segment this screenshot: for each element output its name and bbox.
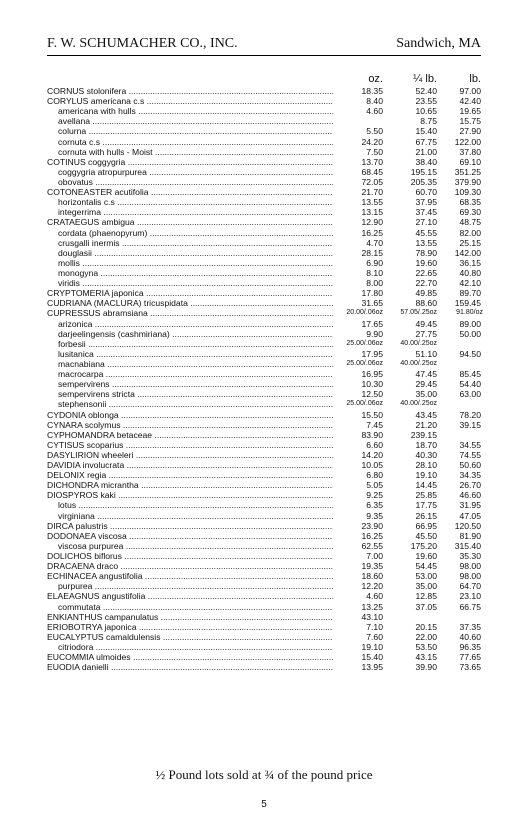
species-name: purpurea .....	[58, 581, 333, 591]
price-quarter-lb: 40.30	[415, 449, 437, 460]
price-quarter-lb: 23.55	[415, 96, 437, 107]
price-quarter-lb: 21.00	[415, 146, 437, 157]
price-oz: 19.10	[361, 642, 383, 653]
table-row	[47, 440, 481, 450]
species-name: DICHONDRA micrantha .....	[47, 480, 333, 490]
table-row	[47, 632, 481, 642]
species-name: EUODIA danielli .....	[47, 662, 333, 672]
species-name: DODONAEA viscosa .....	[47, 531, 333, 541]
price-lb: 19.65	[459, 106, 481, 117]
species-name: CYTISUS scoparius .....	[47, 440, 333, 450]
price-lb: 78.20	[459, 409, 481, 420]
price-lb: 120.50	[454, 520, 481, 531]
price-lb: 40.60	[459, 631, 481, 642]
price-lb: 48.75	[459, 217, 481, 228]
header-rule	[47, 55, 481, 56]
species-name: CYDONIA oblonga .....	[47, 410, 333, 420]
price-quarter-lb: 22.70	[415, 278, 437, 289]
price-lb: 31.95	[459, 500, 481, 511]
price-oz: 6.80	[366, 470, 383, 481]
species-name: DELONIX regia .....	[47, 470, 333, 480]
table-row	[47, 319, 481, 329]
price-quarter-lb: 38.40	[415, 156, 437, 167]
price-oz: 9.25	[366, 490, 383, 501]
column-headers	[47, 73, 481, 87]
price-oz: 12.50	[361, 389, 383, 400]
price-oz: 5.50	[366, 126, 383, 137]
species-name: CYNARA scolymus .....	[47, 420, 333, 430]
price-lb: 34.55	[459, 439, 481, 450]
table-row	[47, 248, 481, 258]
species-name: monogyna .....	[58, 268, 333, 278]
price-lb: 23.10	[459, 591, 481, 602]
table-row	[47, 602, 481, 612]
price-lb: 36.15	[459, 257, 481, 268]
price-quarter-lb: 12.85	[415, 591, 437, 602]
price-oz: 4.60	[366, 591, 383, 602]
price-oz: 25.00/.06oz	[346, 339, 383, 347]
price-lb: 82.00	[459, 227, 481, 238]
table-row	[47, 238, 481, 248]
price-oz: 18.60	[361, 571, 383, 582]
price-oz: 25.00/.06oz	[346, 400, 383, 408]
species-name: macnabiana .....	[58, 359, 333, 369]
table-row	[47, 591, 481, 601]
price-quarter-lb: 39.90	[415, 662, 437, 673]
price-oz: 10.05	[361, 460, 383, 471]
price-oz: 6.35	[366, 500, 383, 511]
species-name: DIRCA palustris .....	[47, 521, 333, 531]
table-row	[47, 490, 481, 500]
price-oz: 9.35	[366, 510, 383, 521]
price-oz: 24.20	[361, 136, 383, 147]
price-quarter-lb: 49.45	[415, 318, 437, 329]
species-name: viridis .....	[58, 278, 333, 288]
price-lb: 122.00	[454, 136, 481, 147]
table-row	[47, 228, 481, 238]
price-quarter-lb: 45.50	[415, 530, 437, 541]
price-lb: 37.80	[459, 146, 481, 157]
price-oz: 21.70	[361, 187, 383, 198]
table-row	[47, 642, 481, 652]
price-oz: 13.70	[361, 156, 383, 167]
species-name: ERIOBOTRYA japonica .....	[47, 622, 333, 632]
table-row	[47, 339, 481, 349]
price-lb: 25.15	[459, 237, 481, 248]
price-lb: 39.15	[459, 419, 481, 430]
price-oz: 8.10	[366, 267, 383, 278]
price-quarter-lb: 45.55	[415, 227, 437, 238]
price-lb: 50.60	[459, 460, 481, 471]
page-header	[47, 36, 481, 56]
price-quarter-lb: 25.85	[415, 490, 437, 501]
price-lb: 89.70	[459, 288, 481, 299]
table-row	[47, 187, 481, 197]
price-quarter-lb: 15.40	[415, 126, 437, 137]
table-row	[47, 329, 481, 339]
table-row	[47, 207, 481, 217]
price-quarter-lb: 28.10	[415, 460, 437, 471]
price-oz: 6.60	[366, 439, 383, 450]
price-oz: 19.35	[361, 561, 383, 572]
table-row	[47, 531, 481, 541]
price-lb: 351.25	[454, 166, 481, 177]
price-quarter-lb: 18.70	[415, 439, 437, 450]
table-row	[47, 581, 481, 591]
price-quarter-lb: 78.90	[415, 247, 437, 258]
price-lb: 98.00	[459, 571, 481, 582]
price-lb: 94.50	[459, 348, 481, 359]
price-quarter-lb: 47.45	[415, 369, 437, 380]
table-row	[47, 410, 481, 420]
table-row	[47, 298, 481, 308]
species-name: DIOSPYROS kaki .....	[47, 490, 333, 500]
price-quarter-lb: 19.10	[415, 470, 437, 481]
price-oz: 13.95	[361, 662, 383, 673]
price-oz: 83.90	[361, 429, 383, 440]
table-row	[47, 622, 481, 632]
species-name: CORYLUS americana c.s .....	[47, 96, 333, 106]
species-name: DASYLIRION wheeleri .....	[47, 450, 333, 460]
price-oz: 16.95	[361, 369, 383, 380]
price-oz: 16.25	[361, 530, 383, 541]
price-quarter-lb: 66.95	[415, 520, 437, 531]
price-quarter-lb: 49.85	[415, 288, 437, 299]
price-quarter-lb: 27.75	[415, 328, 437, 339]
table-row	[47, 268, 481, 278]
price-quarter-lb: 21.20	[415, 419, 437, 430]
price-lb: 96.35	[459, 642, 481, 653]
price-oz: 12.20	[361, 581, 383, 592]
price-quarter-lb: 29.45	[415, 379, 437, 390]
price-quarter-lb: 10.65	[415, 106, 437, 117]
species-name: horizontalis c.s .....	[58, 197, 333, 207]
table-row	[47, 652, 481, 662]
table-row	[47, 430, 481, 440]
species-name: CYPHOMANDRA betaceae .....	[47, 430, 333, 440]
price-lb: 64.70	[459, 581, 481, 592]
price-quarter-lb: 37.05	[415, 601, 437, 612]
table-row	[47, 167, 481, 177]
species-name: CRYPTOMERIA japonica .....	[47, 288, 333, 298]
price-quarter-lb: 35.00	[415, 389, 437, 400]
price-lb: 81.90	[459, 530, 481, 541]
price-oz: 28.15	[361, 247, 383, 258]
price-quarter-lb: 175.20	[410, 540, 437, 551]
price-lb: 42.10	[459, 278, 481, 289]
price-lb: 68.35	[459, 197, 481, 208]
price-oz: 17.95	[361, 348, 383, 359]
species-name: DOLICHOS biflorus .....	[47, 551, 333, 561]
species-name: obovatus .....	[58, 177, 333, 187]
price-oz: 72.05	[361, 176, 383, 187]
company-location: Sandwich, MA	[396, 36, 481, 51]
price-quarter-lb: 22.00	[415, 631, 437, 642]
price-lb: 73.65	[459, 662, 481, 673]
price-lb: 98.00	[459, 561, 481, 572]
species-name: arizonica .....	[58, 319, 333, 329]
price-lb: 35.30	[459, 551, 481, 562]
price-lb: 26.70	[459, 480, 481, 491]
table-row	[47, 278, 481, 288]
price-oz: 17.65	[361, 318, 383, 329]
species-name: CUDRIANA (MACLURA) tricuspidata .....	[47, 298, 333, 308]
price-lb: 40.80	[459, 267, 481, 278]
species-name: sempervirens stricta .....	[58, 389, 333, 399]
price-quarter-lb: 40.00/.25oz	[400, 339, 437, 347]
price-oz: 4.60	[366, 106, 383, 117]
species-name: citriodora .....	[58, 642, 333, 652]
table-row	[47, 450, 481, 460]
table-row	[47, 116, 481, 126]
species-name: mollis .....	[58, 258, 333, 268]
species-name: commutata .....	[58, 602, 333, 612]
price-oz: 7.45	[366, 419, 383, 430]
table-row	[47, 511, 481, 521]
species-name: EUCALYPTUS camaldulensis .....	[47, 632, 333, 642]
price-quarter-lb: 57.05/.25oz	[400, 309, 437, 317]
col-oz-header: oz.	[368, 73, 383, 85]
price-oz: 10.30	[361, 379, 383, 390]
species-name: forbesii .....	[58, 339, 333, 349]
table-row	[47, 147, 481, 157]
price-lb: 69.10	[459, 156, 481, 167]
price-lb: 142.00	[454, 247, 481, 258]
price-quarter-lb: 14.45	[415, 480, 437, 491]
price-oz: 7.00	[366, 551, 383, 562]
table-row	[47, 137, 481, 147]
price-oz: 6.90	[366, 257, 383, 268]
price-oz: 15.40	[361, 652, 383, 663]
price-quarter-lb: 40.00/.25oz	[400, 359, 437, 367]
price-quarter-lb: 17.75	[415, 500, 437, 511]
price-quarter-lb: 67.75	[415, 136, 437, 147]
price-lb: 69.30	[459, 207, 481, 218]
table-row	[47, 561, 481, 571]
price-lb: 63.00	[459, 389, 481, 400]
species-name: macrocarpa .....	[58, 369, 333, 379]
price-quarter-lb: 88.60	[415, 298, 437, 309]
species-name: CORNUS stolonifera .....	[47, 86, 333, 96]
table-row	[47, 258, 481, 268]
species-name: coggygria atropurpurea .....	[58, 167, 333, 177]
species-name: CUPRESSUS abramsiana .....	[47, 308, 333, 318]
price-oz: 31.65	[361, 298, 383, 309]
table-row	[47, 126, 481, 136]
price-oz: 15.50	[361, 409, 383, 420]
table-row	[47, 521, 481, 531]
table-row	[47, 500, 481, 510]
table-row	[47, 308, 481, 318]
price-oz: 4.70	[366, 237, 383, 248]
col-quarter-lb-header: ¼ lb.	[413, 73, 437, 85]
price-lb: 97.00	[459, 86, 481, 96]
table-row	[47, 177, 481, 187]
price-oz: 7.10	[366, 621, 383, 632]
species-name: ENKIANTHUS campanulatus .....	[47, 612, 333, 622]
price-lb: 74.55	[459, 449, 481, 460]
price-oz: 9.90	[366, 328, 383, 339]
species-name: avellana .....	[58, 116, 333, 126]
price-lb: 27.90	[459, 126, 481, 137]
price-lb: 42.40	[459, 96, 481, 107]
table-row	[47, 470, 481, 480]
price-list	[47, 86, 481, 672]
price-quarter-lb: 40.00/.25oz	[400, 400, 437, 408]
price-quarter-lb: 20.15	[415, 621, 437, 632]
price-quarter-lb: 53.50	[415, 642, 437, 653]
table-row	[47, 217, 481, 227]
price-oz: 62.55	[361, 540, 383, 551]
price-quarter-lb: 205.35	[410, 176, 437, 187]
price-oz: 13.55	[361, 197, 383, 208]
species-name: cornuta c.s .....	[58, 137, 333, 147]
price-oz: 68.45	[361, 166, 383, 177]
price-lb: 109.30	[454, 187, 481, 198]
price-quarter-lb: 54.45	[415, 561, 437, 572]
species-name: douglasii .....	[58, 248, 333, 258]
price-quarter-lb: 37.45	[415, 207, 437, 218]
species-name: lotus .....	[58, 500, 333, 510]
price-quarter-lb: 22.65	[415, 267, 437, 278]
price-lb: 159.45	[454, 298, 481, 309]
page-number: 5	[261, 799, 267, 810]
price-quarter-lb: 43.45	[415, 409, 437, 420]
price-oz: 16.25	[361, 227, 383, 238]
table-row	[47, 86, 481, 96]
company-name: F. W. SCHUMACHER CO., INC.	[47, 36, 238, 51]
table-row	[47, 359, 481, 369]
price-oz: 14.20	[361, 449, 383, 460]
col-lb-header: lb.	[469, 73, 481, 85]
table-row	[47, 389, 481, 399]
table-row	[47, 399, 481, 409]
price-lb: 54.40	[459, 379, 481, 390]
table-row	[47, 571, 481, 581]
species-name: COTONEASTER acutifolia .....	[47, 187, 333, 197]
price-quarter-lb: 37.95	[415, 197, 437, 208]
table-row	[47, 379, 481, 389]
species-name: cornuta with hulls - Moist .....	[58, 147, 333, 157]
price-quarter-lb: 19.60	[415, 257, 437, 268]
price-quarter-lb: 19.60	[415, 551, 437, 562]
species-name: cordata (phaenopyrum) .....	[58, 228, 333, 238]
price-lb: 37.35	[459, 621, 481, 632]
price-quarter-lb: 26.15	[415, 510, 437, 521]
price-oz: 7.50	[366, 146, 383, 157]
species-name: sempervirens .....	[58, 379, 333, 389]
price-oz: 13.15	[361, 207, 383, 218]
price-lb: 66.75	[459, 601, 481, 612]
table-row	[47, 106, 481, 116]
species-name: stephensonii .....	[58, 399, 333, 409]
price-oz: 8.40	[366, 96, 383, 107]
species-name: darjeelingensis (cashmiriana) .....	[58, 329, 333, 339]
price-quarter-lb: 52.40	[415, 86, 437, 96]
species-name: COTINUS coggygria .....	[47, 157, 333, 167]
price-oz: 43.10	[361, 611, 383, 622]
price-quarter-lb: 27.10	[415, 217, 437, 228]
table-row	[47, 420, 481, 430]
price-quarter-lb: 53.00	[415, 571, 437, 582]
price-lb: 77.65	[459, 652, 481, 663]
species-name: americana with hulls .....	[58, 106, 333, 116]
species-name: viscosa purpurea .....	[58, 541, 333, 551]
price-quarter-lb: 35.00	[415, 581, 437, 592]
species-name: crusgalli inermis .....	[58, 238, 333, 248]
price-lb: 50.00	[459, 328, 481, 339]
table-row	[47, 662, 481, 672]
table-row	[47, 541, 481, 551]
table-row	[47, 480, 481, 490]
price-oz: 18.35	[361, 86, 383, 96]
table-row	[47, 157, 481, 167]
price-oz: 13.25	[361, 601, 383, 612]
species-name: ECHINACEA angustifolia .....	[47, 571, 333, 581]
species-name: DAVIDIA involucrata .....	[47, 460, 333, 470]
price-lb: 91.80/oz	[456, 309, 483, 317]
species-name: ELAEAGNUS angustifolia .....	[47, 591, 333, 601]
price-quarter-lb: 239.15	[410, 429, 437, 440]
price-lb: 315.40	[454, 540, 481, 551]
table-row	[47, 551, 481, 561]
table-row	[47, 612, 481, 622]
price-oz: 23.90	[361, 520, 383, 531]
price-lb: 15.75	[459, 116, 481, 127]
species-name: colurna .....	[58, 126, 333, 136]
price-quarter-lb: 60.70	[415, 187, 437, 198]
species-name: virginiana .....	[58, 511, 333, 521]
species-name: lusitanica .....	[58, 349, 333, 359]
price-oz: 5.05	[366, 480, 383, 491]
footer-note: ½ Pound lots sold at ¾ of the pound price	[155, 767, 373, 782]
price-lb: 47.05	[459, 510, 481, 521]
price-lb: 34.35	[459, 470, 481, 481]
table-row	[47, 288, 481, 298]
table-row	[47, 460, 481, 470]
table-row	[47, 369, 481, 379]
price-quarter-lb: 195.15	[410, 166, 437, 177]
price-lb: 89.00	[459, 318, 481, 329]
table-row	[47, 349, 481, 359]
price-lb: 46.60	[459, 490, 481, 501]
species-name: CRATAEGUS ambigua .....	[47, 217, 333, 227]
price-oz: 17.80	[361, 288, 383, 299]
price-quarter-lb: 8.75	[420, 116, 437, 127]
price-oz: 20.00/.06oz	[346, 309, 383, 317]
price-oz: 25.00/.06oz	[346, 359, 383, 367]
price-lb: 379.90	[454, 176, 481, 187]
table-row	[47, 96, 481, 106]
species-name: EUCOMMIA ulmoides .....	[47, 652, 333, 662]
price-quarter-lb: 43.15	[415, 652, 437, 663]
price-quarter-lb: 51.10	[415, 348, 437, 359]
species-name: DRACAENA draco .....	[47, 561, 333, 571]
species-name: integerrima .....	[58, 207, 333, 217]
price-oz: 12.90	[361, 217, 383, 228]
table-row	[47, 197, 481, 207]
price-oz: 7.60	[366, 631, 383, 642]
price-oz: 8.00	[366, 278, 383, 289]
price-quarter-lb: 13.55	[415, 237, 437, 248]
price-lb: 85.45	[459, 369, 481, 380]
